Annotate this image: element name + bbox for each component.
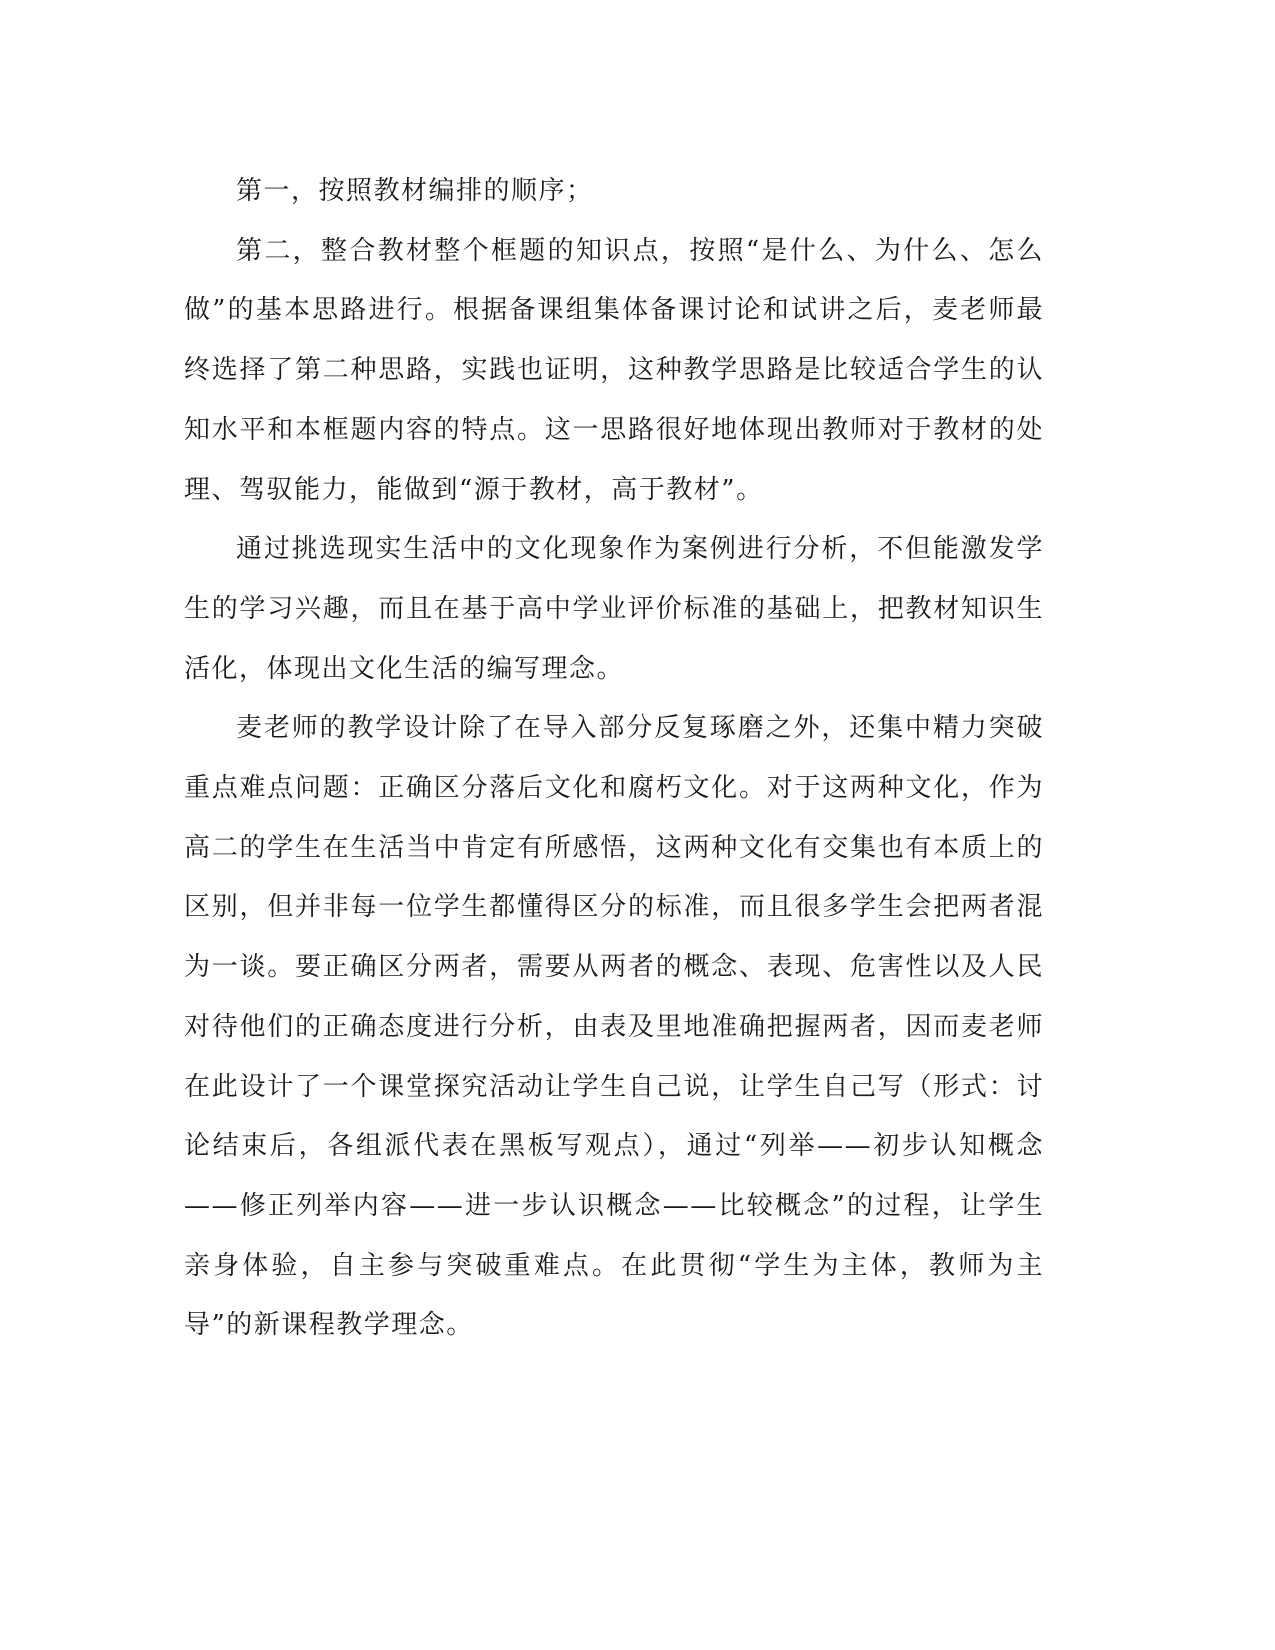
paragraph-4: 麦老师的教学设计除了在导入部分反复琢磨之外，还集中精力突破重点难点问题：正确区分落后文化和腐朽文化。对于这两种文化，作为高二的学生在生活当中肯定有所感悟，这两种文化有交集也有本质上的区别，但并非每一位学生都懂得区分的标准，而且很多学生会把两者混为一谈。要正确区分两者，需要从两者的概念、表现、危害性以及人民对待他们的正确态度进行分析，由表及里地准确把握两者，因而麦老师在此设计了一个课堂探究活动让学生自己说，让学生自己写（形式：讨论结束后，各组派代表在黑板写观点），通过“列举——初步认知概念——修正列举内容——进一步认识概念——比较概念”的过程，让学生亲身体验，自主参与突破重难点。在此贯彻“学生为主体，教师为主导”的新课程教学理念。 bbox=[184, 713, 1044, 1341]
paragraph-2: 第二，整合教材整个框题的知识点，按照“是什么、为什么、怎么做”的基本思路进行。根据备课组集体备课讨论和试讲之后，麦老师最终选择了第二种思路，实践也证明，这种教学思路是比较适合学生的认知水平和本框题内容的特点。这一思路很好地体现出教师对于教材的处理、驾驭能力，能做到“源于教材，高于教材”。 bbox=[184, 235, 1044, 505]
paragraph-3: 通过挑选现实生活中的文化现象作为案例进行分析，不但能激发学生的学习兴趣，而且在基于高中学业评价标准的基础上，把教材知识生活化，体现出文化生活的编写理念。 bbox=[184, 534, 1044, 684]
paragraph-1: 第一，按照教材编排的顺序； bbox=[236, 176, 594, 206]
document-body bbox=[184, 162, 1044, 1356]
